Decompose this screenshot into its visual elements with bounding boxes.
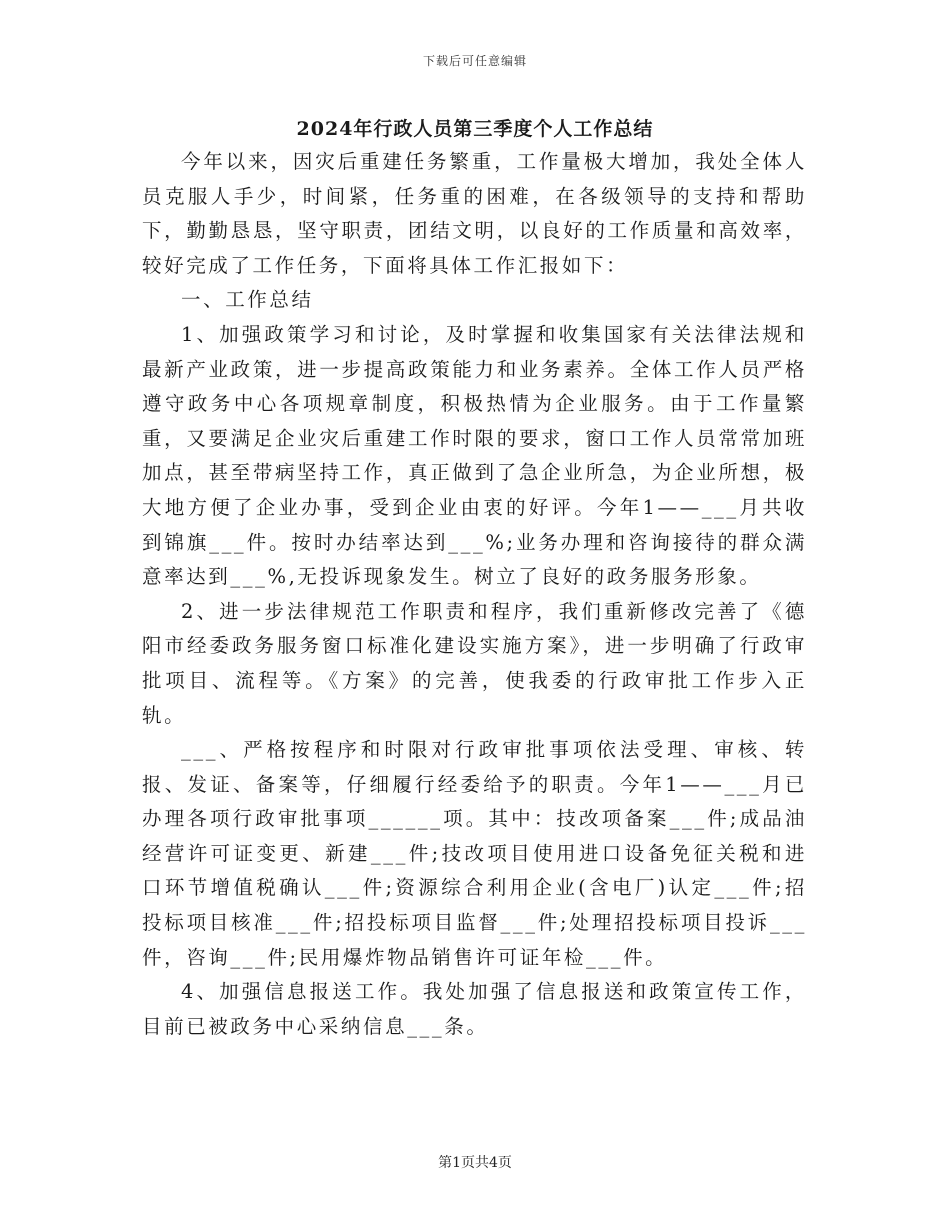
paragraph-item-3: ___、严格按程序和时限对行政审批事项依法受理、审核、转报、发证、备案等，仔细履行经委给予的职责。今年1——___月已办理各项行政审批事项______项。其中：技改项备案___件;成品油经营许可证变更、新建___件;技改项目使用进口设备免征关税和进口环节增值税确认___件;资源综合利用企业(含电厂)认定___件;招投标项目核准___件;招投标项目监督___件;处理招投标项目投诉___件，咨询___件;民用爆炸物品销售许可证年检___件。 bbox=[142, 738, 807, 969]
paragraph-item-1: 1、加强政策学习和讨论，及时掌握和收集国家有关法律法规和最新产业政策，进一步提高政策能力和业务素养。全体工作人员严格遵守政务中心各项规章制度，积极热情为企业服务。由于工作量繁重，又要满足企业灾后重建工作时限的要求，窗口工作人员常常加班加点，甚至带病坚持工作，真正做到了急企业所急，为企业所想，极大地方便了企业办事，受到企业由衷的好评。今年1——___月共收到锦旗___件。按时办结率达到___%;业务办理和咨询接待的群众满意率达到___%,无投诉现象发生。树立了良好的政务服务形象。 bbox=[142, 322, 807, 589]
paragraph-item-2: 2、进一步法律规范工作职责和程序，我们重新修改完善了《德阳市经委政务服务窗口标准化建设实施方案》，进一步明确了行政审批项目、流程等。《方案》的完善，使我委的行政审批工作步入正轨。 bbox=[142, 599, 807, 727]
paragraph-intro: 今年以来，因灾后重建任务繁重，工作量极大增加，我处全体人员克服人手少，时间紧，任务重的困难，在各级领导的支持和帮助下，勤勤恳恳，坚守职责，团结文明，以良好的工作质量和高效率，较好完成了工作任务，下面将具体工作汇报如下： bbox=[142, 150, 807, 277]
page-header-note: 下载后可任意编辑 bbox=[422, 54, 527, 68]
paragraph-item-4: 4、加强信息报送工作。我处加强了信息报送和政策宣传工作，目前已被政务中心采纳信息___条。 bbox=[142, 980, 807, 1038]
page-number: 第1页共4页 bbox=[438, 1155, 512, 1171]
section-heading-work-summary: 一、工作总结 bbox=[181, 288, 314, 312]
document-title: 2024年行政人员第三季度个人工作总结 bbox=[296, 118, 654, 140]
document-body bbox=[142, 145, 807, 1044]
